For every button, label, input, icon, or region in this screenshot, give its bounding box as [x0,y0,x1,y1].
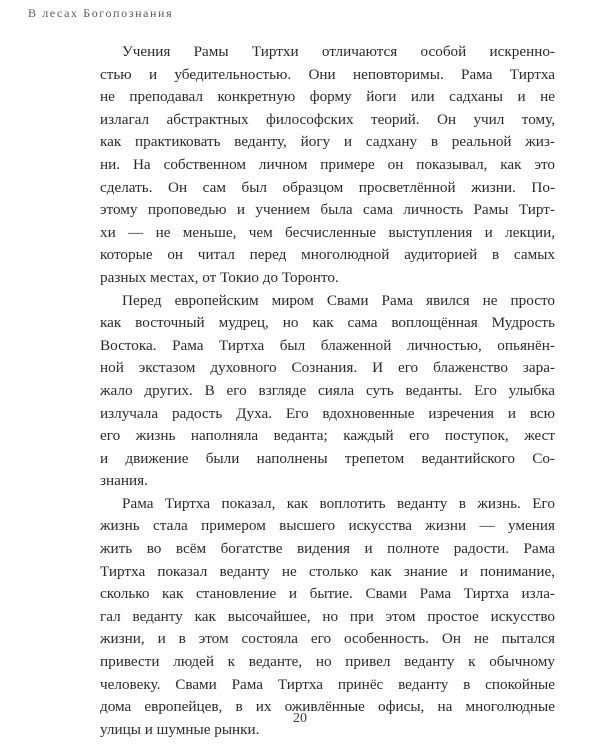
text-line: хи — не меньше, чем бесчисленные выступления и лекции, [100,223,555,241]
text-line: жало других. В его взгляде сияла суть веданты. Его улыбка [100,381,555,399]
text-line: его жизнь наполняла веданта; каждый его поступок, жест [100,427,555,445]
text-line: Тиртха показал веданту не столько как знание и понимание, [100,562,555,580]
paragraph-2 [100,290,555,493]
text-line: жить во всём богатстве видения и полноте радости. Рама [100,540,555,558]
body-text [100,41,555,741]
running-header: В лесах Богопознания [28,6,174,20]
text-line: излучала радость Духа. Его вдохновенные изречения и всю [100,404,555,422]
page-number: 20 [293,711,307,726]
text-line: дома европейцев, в их оживлённые офисы, на многолюдные [100,698,555,716]
text-line: как практиковать веданту, йогу и садхану в реальной жиз- [100,133,555,151]
text-line: Учения Рамы Тиртхи отличаются особой искренно- [122,43,555,60]
text-line: сделать. Он сам был образцом просветлённой жизни. По- [100,178,555,196]
text-line: Рама Тиртха показал, как воплотить веданту в жизнь. Его [122,494,555,512]
text-line: стью и убедительностью. Они неповторимы. Рама Тиртха [100,65,555,83]
text-line: ной экстазом духовного Сознания. И его блаженство зара- [100,359,555,377]
text-line: ни. На собственном личном примере он показывал, как это [100,155,555,173]
text-line: человеку. Свами Рама Тиртха принёс веданту в спокойные [100,675,555,693]
text-line: излагал абстрактных философских теорий. Он учил тому, [100,110,555,128]
text-line: гал веданту как высочайшее, но при этом простое искусство [100,607,555,625]
text-line: жизни, и в этом состояла его особенность. Он не пытался [100,630,555,648]
paragraph-1 [100,41,555,290]
text-line: и движение были наполнены трепетом ведантийского Со- [100,449,555,467]
text-line: сколько как становление и бытие. Свами Рама Тиртха изла- [100,585,555,603]
text-line: как восточный мудрец, но как сама воплощённая Мудрость [100,314,555,332]
paragraph-3 [100,493,555,742]
text-line: которые он читал перед многолюдной аудиторией в самых [100,246,555,264]
text-line: разных местах, от Токио до Торонто. [100,268,339,286]
text-line: Перед европейским миром Свами Рама явился не просто [122,291,555,309]
text-line: этому проповедью и учением была сама личность Рамы Тирт- [100,201,555,219]
text-line: не преподавал конкретную форму йоги или садханы и не [100,88,555,106]
text-line: привести людей к веданте, но привел веданту к обычному [100,653,555,671]
text-line: знания. [100,472,148,490]
text-line: Востока. Рама Тиртха был блаженной личностью, опьянён- [100,336,555,354]
text-line: жизнь стала примером высшего искусства жизни — умения [100,517,555,535]
text-line: улицы и шумные рынки. [100,720,260,738]
